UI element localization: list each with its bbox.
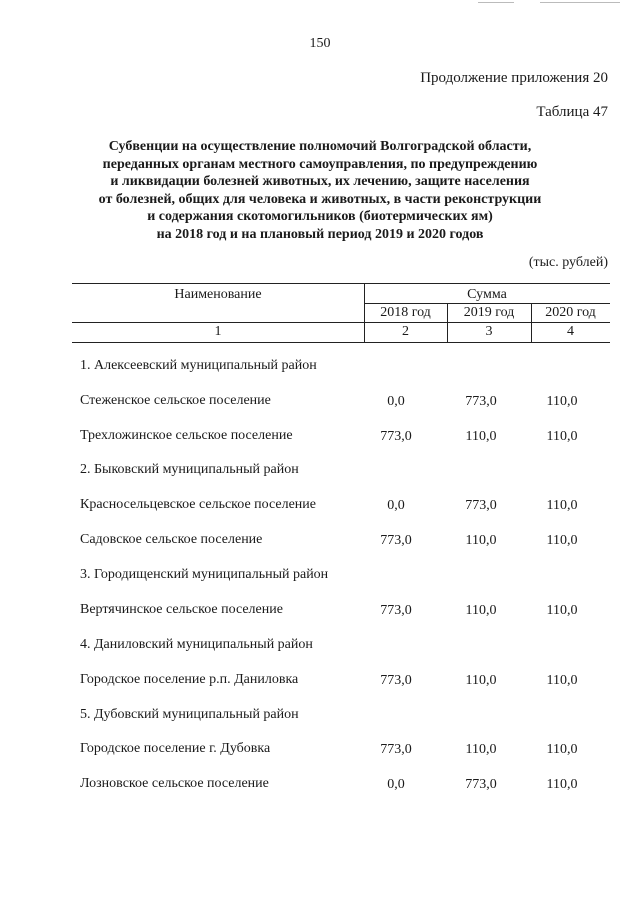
header-top-rule bbox=[72, 283, 610, 284]
value-2020: 110,0 bbox=[546, 777, 578, 792]
value-2020: 110,0 bbox=[546, 603, 578, 618]
row-name: 3. Городищенский муниципальный район bbox=[80, 567, 329, 582]
header-sum: Сумма bbox=[467, 287, 507, 302]
value-2018: 773,0 bbox=[380, 533, 412, 548]
title-line: на 2018 год и на плановый период 2019 и 2020 годов bbox=[156, 226, 484, 242]
value-2019: 110,0 bbox=[465, 533, 497, 548]
row-name: Лозновское сельское поселение bbox=[80, 776, 269, 791]
table-title bbox=[20, 138, 620, 244]
value-2019: 110,0 bbox=[465, 673, 497, 688]
header-years-rule bbox=[72, 322, 610, 323]
header-sum-rule bbox=[364, 303, 610, 304]
value-2019: 110,0 bbox=[465, 603, 497, 618]
row-name: 5. Дубовский муниципальный район bbox=[80, 707, 299, 722]
row-name: Трехложинское сельское поселение bbox=[80, 428, 293, 443]
value-2018: 0,0 bbox=[387, 777, 405, 792]
header-col-number: 4 bbox=[567, 324, 574, 339]
row-name: Городское поселение р.п. Даниловка bbox=[80, 672, 299, 687]
value-2019: 110,0 bbox=[465, 429, 497, 444]
value-2018: 0,0 bbox=[387, 498, 405, 513]
header-bottom-rule bbox=[72, 342, 610, 343]
value-2018: 773,0 bbox=[380, 429, 412, 444]
value-2020: 110,0 bbox=[546, 498, 578, 513]
row-name: 1. Алексеевский муниципальный район bbox=[80, 358, 317, 373]
value-2020: 110,0 bbox=[546, 394, 578, 409]
page-number: 150 bbox=[309, 36, 331, 51]
value-2018: 0,0 bbox=[387, 394, 405, 409]
value-2018: 773,0 bbox=[380, 603, 412, 618]
header-col-number: 2 bbox=[402, 324, 409, 339]
value-2018: 773,0 bbox=[380, 673, 412, 688]
units-label: (тыс. рублей) bbox=[528, 255, 608, 270]
row-name: Городское поселение г. Дубовка bbox=[80, 741, 271, 756]
title-line: и ликвидации болезней животных, их лечению, защите населения bbox=[110, 174, 530, 190]
header-year: 2018 год bbox=[380, 305, 431, 320]
value-2020: 110,0 bbox=[546, 429, 578, 444]
appendix-label: Продолжение приложения 20 bbox=[420, 70, 608, 86]
title-line: от болезней, общих для человека и животных, в части реконструкции bbox=[98, 191, 542, 207]
title-line: переданных органам местного самоуправления, по предупреждению bbox=[102, 156, 538, 172]
row-name: Садовское сельское поселение bbox=[80, 532, 263, 547]
value-2020: 110,0 bbox=[546, 673, 578, 688]
title-line: Субвенции на осуществление полномочий Волгоградской области, bbox=[108, 139, 532, 154]
scan-artifact bbox=[478, 2, 514, 3]
row-name: Стеженское сельское поселение bbox=[80, 393, 271, 408]
value-2018: 773,0 bbox=[380, 742, 412, 757]
scan-artifact bbox=[540, 2, 620, 3]
row-name: Вертячинское сельское поселение bbox=[80, 602, 283, 617]
value-2020: 110,0 bbox=[546, 533, 578, 548]
header-col-number: 3 bbox=[485, 324, 493, 339]
header-year: 2019 год bbox=[463, 305, 515, 320]
row-name: Красносельцевское сельское поселение bbox=[80, 497, 316, 512]
value-2019: 110,0 bbox=[465, 742, 497, 757]
header-col-number: 1 bbox=[214, 324, 222, 339]
value-2019: 773,0 bbox=[465, 498, 497, 513]
title-line: и содержания скотомогильников (биотермических ям) bbox=[147, 209, 493, 225]
row-name: 2. Быковский муниципальный район bbox=[80, 462, 299, 477]
value-2020: 110,0 bbox=[546, 742, 578, 757]
header-year: 2020 год bbox=[545, 305, 596, 320]
table-label: Таблица 47 bbox=[536, 104, 608, 120]
value-2019: 773,0 bbox=[465, 777, 497, 792]
row-name: 4. Даниловский муниципальный район bbox=[80, 637, 313, 652]
value-2019: 773,0 bbox=[465, 394, 497, 409]
header-name: Наименование bbox=[174, 287, 262, 302]
